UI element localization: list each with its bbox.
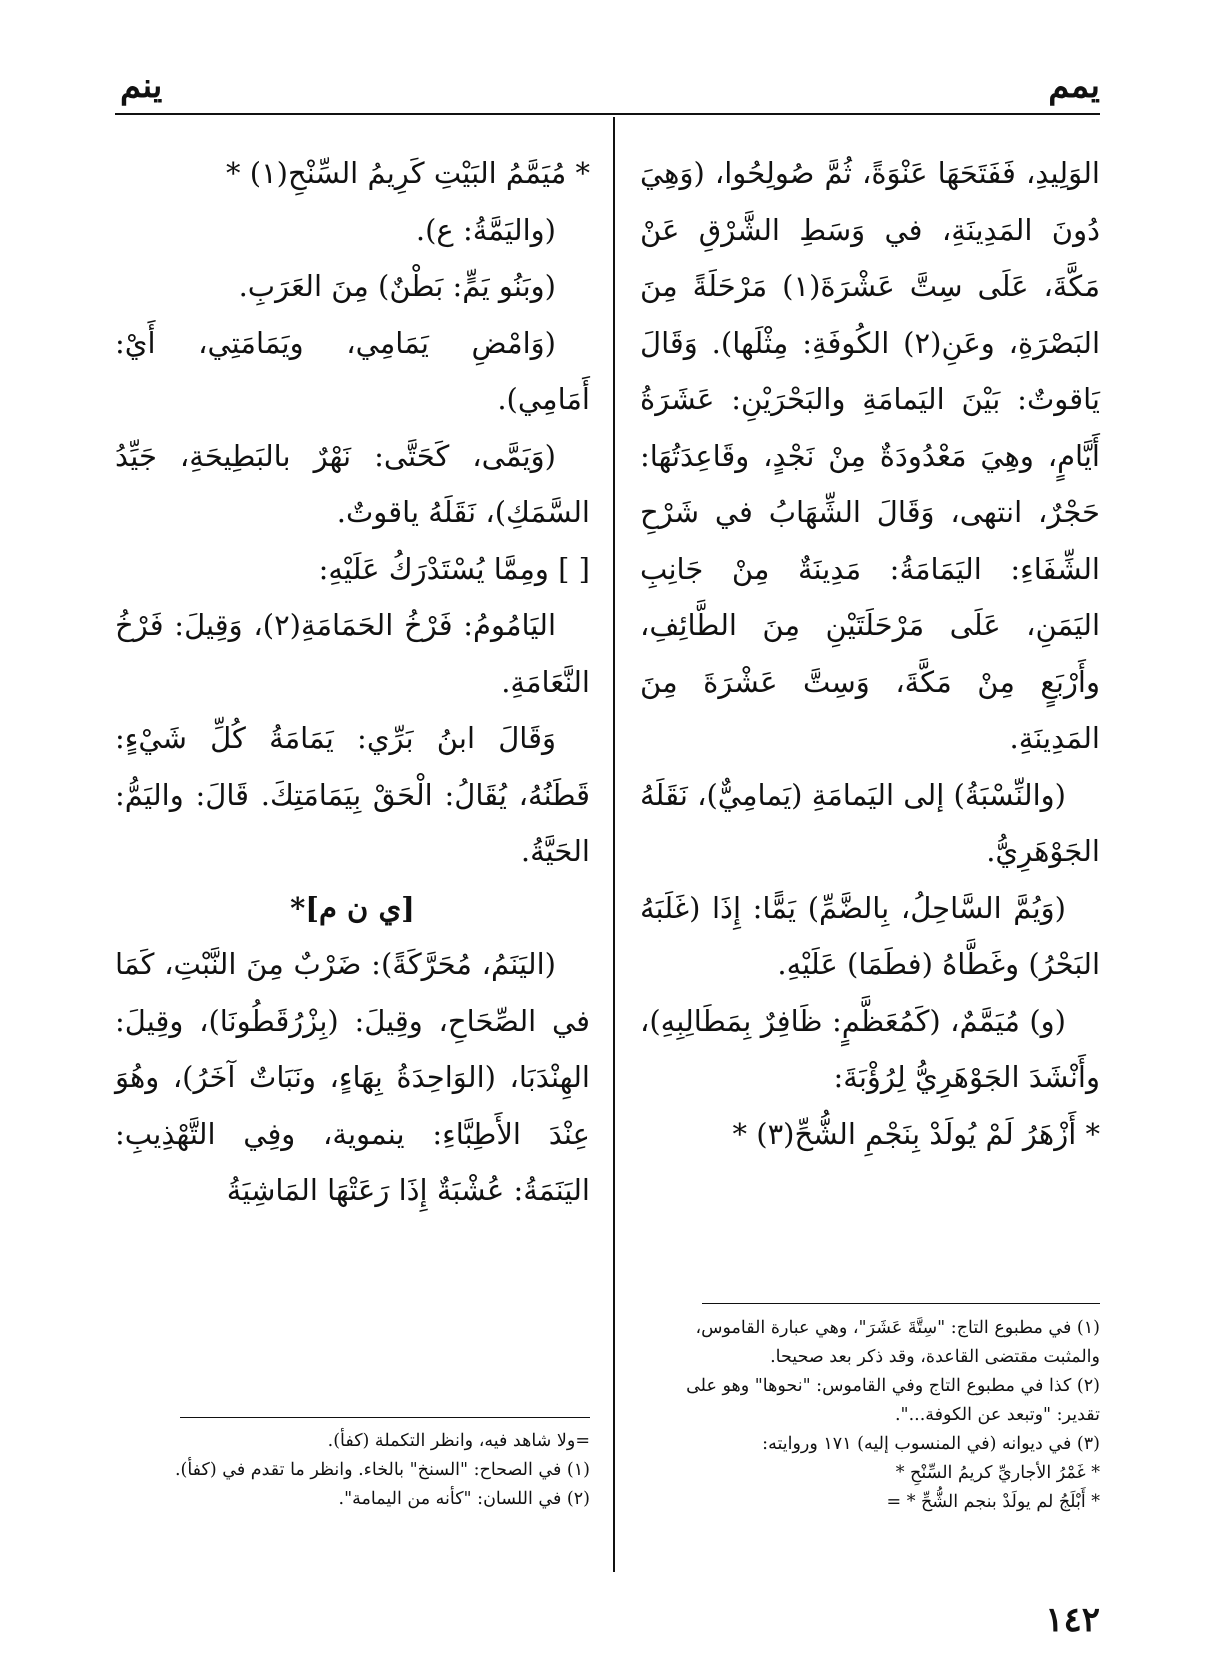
left-column bbox=[115, 145, 590, 1219]
header-root-word-left: ينم bbox=[120, 66, 163, 106]
left-column-paragraph: (واليَمَّةُ: ع). bbox=[415, 212, 556, 247]
left-column-paragraph: (وبَنُو يَمٍّ: بَطْنٌ) مِنَ العَرَبِ. bbox=[238, 269, 556, 303]
footnotes-right bbox=[650, 1314, 1100, 1517]
right-column-paragraph: (والنِّسْبَةُ) إلى اليَمامَةِ (يَمامِيٌّ)، نَقَلَهُ الجَوْهَرِيُّ. bbox=[640, 777, 1100, 868]
entry-heading: [ي ن م]* bbox=[290, 890, 415, 925]
right-column bbox=[640, 145, 1100, 1162]
footnote-rule-right bbox=[702, 1303, 1100, 1304]
footnotes-left bbox=[120, 1427, 590, 1514]
left-column-paragraph: اليَامُومُ: فَرْخُ الحَمَامَةِ(٢)، وَقِيلَ: فَرْخُ النَّعَامَةِ. bbox=[115, 608, 590, 699]
footnote: * أَبْلَجُ لم يولَدْ بنجم الشُّحِّ * = bbox=[886, 1492, 1100, 1512]
left-column-paragraph: [ ] ومِمَّا يُسْتَدْرَكُ عَلَيْهِ: bbox=[318, 551, 590, 586]
left-column-paragraph: (اليَنَمُ، مُحَرَّكَةً): ضَرْبٌ مِنَ النَّبْتِ، كَمَا في الصِّحَاحِ، وقِيلَ: (بِزْرُقَطُونَا)، وقِيلَ: الهِنْدَبَا، (الوَاحِدَةُ بِهَاءٍ، ونَبَاتٌ آخَرُ)، وهُوَ عِنْدَ الأَطِبَّاءِ: ينموية، وفِي التَّهْذِيبِ: اليَنَمَةُ: عُشْبَةٌ إِذَا رَعَتْهَا المَاشِيَةُ bbox=[115, 947, 590, 1207]
left-column-paragraph: (وَامْضِ يَمَامِي، ويَمَامَتِي، أَيْ: أَمَامِي). bbox=[115, 325, 590, 416]
right-column-paragraph: الوَلِيدِ، فَفَتَحَهَا عَنْوَةً، ثُمَّ صُولِحُوا، (وَهِيَ دُونَ المَدِينَةِ، في وَسَطِ الشَّرْقِ عَنْ مَكَّةَ، عَلَى سِتَّ عَشْرَةَ(١) مَرْحَلَةً مِنَ البَصْرَةِ، وعَنِ(٢) الكُوفَةِ: مِثْلَها). وَقَالَ يَاقوتٌ: بَيْنَ اليَمامَةِ والبَحْرَيْنِ: عَشَرَةُ أَيَّامٍ، وهِيَ مَعْدُودَةٌ مِنْ نَجْدٍ، وقَاعِدَتُهَا: حَجْرٌ، انتهى، وَقَالَ الشِّهَابُ في شَرْحِ الشِّفَاءِ: اليَمَامَةُ: مَدِينَةٌ مِنْ جَانِبِ اليَمَنِ، عَلَى مَرْحَلَتَيْنِ مِنَ الطَّائِفِ، وأَرْبَعٍ مِنْ مَكَّةَ، وَسِتَّ عَشْرَةَ مِنَ المَدِينَةِ. bbox=[640, 156, 1101, 755]
header-rule bbox=[115, 113, 1100, 115]
left-column-paragraph: (وَيَمَّى، كَحَتَّى: نَهْرٌ بالبَطِيحَةِ، جَيِّدُ السَّمَكِ)، نَقَلَهُ ياقوتٌ. bbox=[115, 438, 590, 529]
header-root-word-right: يمم bbox=[1048, 66, 1100, 106]
footnote-rule-left bbox=[180, 1417, 590, 1418]
footnote: (٢) في اللسان: "كأنه من اليمامة". bbox=[338, 1489, 590, 1509]
footnote: (٢) كذا في مطبوع التاج وفي القاموس: "نحوها" وهو على تقدير: "وتبعد عن الكوفة...". bbox=[686, 1376, 1100, 1425]
right-column-paragraph: (وَيُمَّ السَّاحِلُ، بِالضَّمِّ) يَمًّا: إِذَا (غَلَبَهُ البَحْرُ) وغَطَّاهُ (فطَمَا) عَلَيْهِ. bbox=[640, 890, 1100, 981]
left-column-paragraph: * مُيَمَّمُ البَيْتِ كَرِيمُ السِّنْحِ(١) * bbox=[226, 156, 590, 190]
footnote: (١) في الصحاح: "السنخ" بالخاء. وانظر ما تقدم في (كفأ). bbox=[174, 1460, 590, 1480]
left-column-paragraph: وَقَالَ ابنُ بَرِّي: يَمَامَةُ كُلِّ شَيْءٍ: قَطَنُهُ، يُقَالُ: الْحَقْ بِيَمَامَتِكَ. قَالَ: واليَمُّ: الحَيَّةُ. bbox=[115, 721, 590, 868]
footnote: =ولا شاهد فيه، وانظر التكملة (كفأ). bbox=[327, 1431, 590, 1451]
page-number: ١٤٢ bbox=[1045, 1600, 1100, 1640]
column-divider bbox=[613, 117, 615, 1572]
footnote: * غَمْرُ الأجاريِّ كريمُ السِّنْحِ * bbox=[895, 1463, 1100, 1483]
right-column-paragraph: (و) مُيَمَّمٌ، (كَمُعَظَّمٍ: ظَافِرٌ بِمَطَالِبِهِ)، وأَنْشَدَ الجَوْهَرِيُّ لِرُؤْبَةَ: bbox=[640, 1003, 1100, 1094]
footnote: (٣) في ديوانه (في المنسوب إليه) ١٧١ وروايته: bbox=[762, 1434, 1100, 1454]
right-column-paragraph: * أَزْهَرُ لَمْ يُولَدْ بِنَجْمِ الشُّحِّ(٣) * bbox=[732, 1116, 1100, 1151]
footnote: (١) في مطبوع التاج: "سِتَّةَ عَشَرَ"، وهي عبارة القاموس، والمثبت مقتضى القاعدة، وقد ذكر بعد صحيحا. bbox=[695, 1318, 1100, 1367]
